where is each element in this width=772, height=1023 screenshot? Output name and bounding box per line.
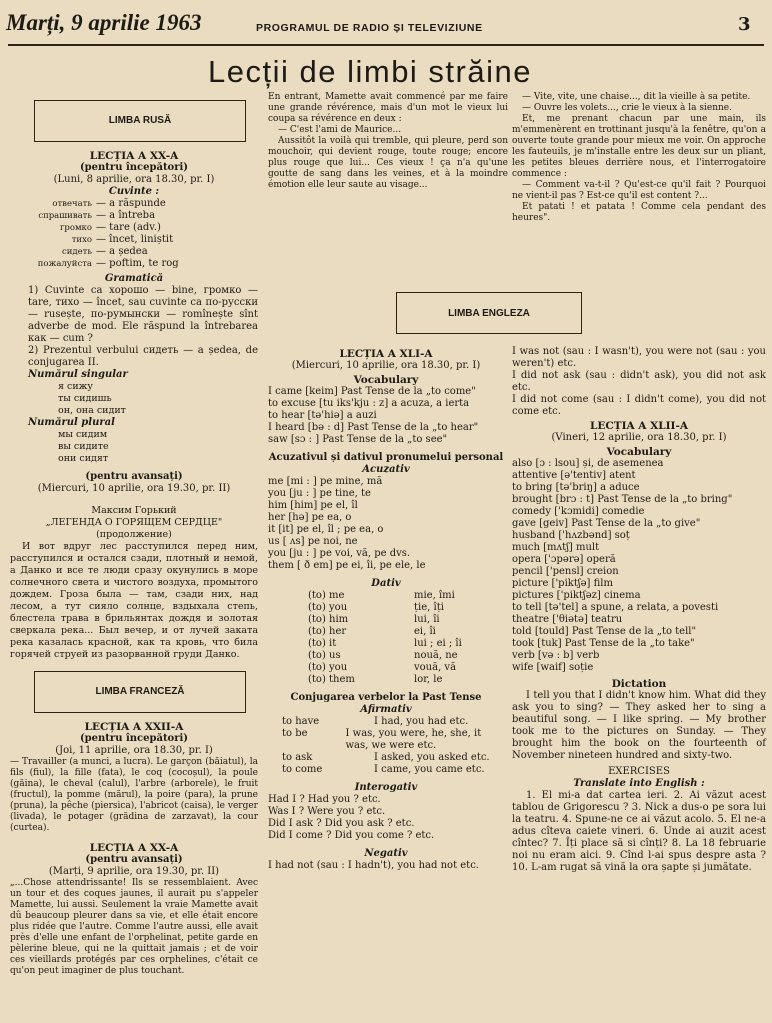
french-reading-para: Aussitôt la voilà qui tremble, qui pleure, perd son mouchoir, qui devient rouge, toute rouge; encore plus rouge que lui... Ces vieux ! ça n'a qu'une goutte de sang dans les veines, et à la moindre émotion elle leur saute au visage... (268, 136, 508, 190)
english-vocab2-heading: Vocabulary (606, 446, 672, 458)
section-box-russian: LIMBA RUSĂ (34, 100, 246, 142)
affirmative-heading: Afirmativ (360, 704, 412, 715)
accusative-line: it [it] pe el, îl ; pe ea, o (268, 524, 384, 535)
column-middle-top (268, 92, 508, 191)
vocab-item: pictures ['piktʃəz] cinema (512, 590, 641, 601)
vocab-item: much [mʌtʃ] mult (512, 542, 600, 553)
publication-name: PROGRAMUL DE RADIO ȘI TELEVIZIUNE (256, 22, 483, 34)
interrogative-heading: Interogativ (354, 782, 418, 793)
vocab-item: to tell [tə'tel] a spune, a relata, a povesti (512, 602, 719, 613)
french-reading-para: — Ouvre les volets..., crie le vieux à la sienne. (522, 103, 732, 113)
vocab-item: gave [geiv] Past Tense de la „to give" (512, 518, 701, 529)
page-number: 3 (738, 14, 751, 35)
issue-date: Marți, 9 aprilie 1963 (6, 10, 202, 35)
vocab-ru: пожалуйста (37, 259, 92, 269)
english-vocab-item: I heard [bə : d] Past Tense de la „to hear" (268, 422, 479, 433)
section-box-french: LIMBA FRANCEZĂ (34, 671, 246, 713)
dative-en: (to) you (308, 602, 348, 613)
french-reading-para: Et patati ! et patata ! Comme cela pendant des heures". (512, 202, 766, 223)
vocab-item: verb [və : b] verb (512, 650, 600, 661)
french-reading-para: En entrant, Mamette avait commencé par me faire une grande révérence, mais d'un mot le vieux lui coupa sa révérence en deux : (268, 92, 508, 124)
vocab-item: attentive [ə'tentiv] atent (512, 470, 636, 481)
french-reading-para: — C'est l'ami de Maurice... (278, 125, 402, 135)
dative-ro: lui ; ei ; îi (414, 638, 462, 649)
verb-forms: I was, you were, he, she, it was, we were etc. (345, 728, 482, 751)
story-subtitle: (продолжение) (96, 529, 172, 540)
vocab-item: to bring [tə'briŋ] a aduce (512, 482, 640, 493)
vocab-ru: тихо (71, 235, 92, 245)
verb-forms: I came, you came etc. (374, 764, 485, 775)
dative-ro: vouă, vă (414, 662, 457, 673)
english-vocab-heading: Vocabulary (353, 374, 419, 386)
english-vocab-item: I came [keim] Past Tense de la „to come" (268, 386, 476, 397)
negative-line: I did not ask (sau : didn't ask), you did not ask etc. (512, 370, 766, 393)
column-left (10, 100, 258, 976)
column-right-english (512, 346, 766, 874)
russian-advanced-schedule: (Miercuri, 10 aprilie, ora 19.30, pr. II) (37, 483, 231, 494)
english-vocab-item: saw [sɔ : ] Past Tense de la „to see" (268, 434, 448, 445)
dative-ro: nouă, ne (414, 650, 458, 661)
accusative-heading: Acuzativ (362, 464, 410, 475)
vocab-ru: отвечать (52, 199, 92, 209)
vocab-ro: — tare (adv.) (96, 222, 161, 233)
negative-line: I had not (sau : I hadn't), you had not etc. (268, 860, 479, 871)
vocab-item: brought [brɔ : t] Past Tense de la „to bring" (512, 494, 733, 505)
story-text: И вот вдруг лес расступился перед ним, расступился и остался сзади, плотный и немой, а Данко и все те люди сразу окунулись в море солнечного света и чистого воздуха, промытого дождем. Гроза была — там, сзади них, над лесом, а тут сияло солнце, вздыхала степь, блестела трава в брильянтах дождя и золотая сверкала река... Был вечер, и от лучей заката река казалась красной, как та кровь, что била горячей струей из разорванной груди Данко. (10, 541, 258, 660)
page-title: Lecții de limbi străine (208, 54, 532, 89)
english-vocab-item: to hear [tə'hiə] a auzi (268, 410, 377, 421)
french-vocab-text: — Travailler (a munci, a lucra). Le garçon (băiatul), la fils (fiul), la fille (fata), le coq (cocoșul), la poule (găina), le cheval (calul), l'arbre (arborele), le fruit (fructul), la pomme (mărul), la poire (para), la prune (pruna), la pêche (piersica), l'abricot (caisa), le verger (livada), le potager (grădina de zarzavat), la cour (curtea). (10, 757, 258, 833)
plural-form: они сидят (58, 453, 109, 464)
french-reading-para: — Comment va-t-il ? Qu'est-ce qu'il fait ? Pourquoi ne vient-il pas ? Est-ce qu'il est content ?... (512, 180, 766, 201)
vocab-item: pencil ['pensl] creion (512, 566, 619, 577)
french-reading-para: Et, me prenant chacun par une main, ils m'emmenèrent en trottinant jusqu'à la fenêtre, qu'on a ouverte toute grande pour mieux me voir. On approche les fauteuils, je m'installe entre les deux sur un pliant, les petites bleues derrière nous, et l'interrogatoire commence : (512, 114, 766, 179)
verb-infinitive: to ask (282, 752, 313, 763)
french-schedule: (Joi, 11 aprilie, ora 18.30, pr. I) (55, 745, 213, 756)
dative-en: (to) them (308, 674, 355, 685)
exercises-text: 1. El mi-a dat cartea ieri. 2. Ai văzut acest tablou de Grigorescu ? 3. Nick a dus-o pe sora lui la teatru. 4. Spune-ne ce ai văzut acolo. 5. El ne-a adus cîteva caiete vineri. 6. Unde ai auzit acest cîntec? 7. Îți place să si cînți? 8. La 18 februarie noi nu eram aici. 9. Cînd l-ai spus despre asta ? 10. L-am rugat să vină la ora șapte și jumătate. (512, 790, 766, 873)
french-lesson-title: LECȚIA A XXII-A (84, 721, 184, 733)
verb-infinitive: to come (282, 764, 323, 775)
vocab-item: wife [waif] soție (512, 662, 594, 673)
dative-ro: lor, le (414, 674, 443, 685)
section-box-english: LIMBA ENGLEZA (396, 292, 582, 334)
header-rule (8, 44, 764, 46)
accusative-line: her [hə] pe ea, o (268, 512, 352, 523)
story-title: „ЛЕГЕНДА О ГОРЯЩЕМ СЕРДЦЕ" (45, 517, 223, 528)
vocab-ru: сидеть (61, 247, 92, 257)
vocab-ru: громко (59, 223, 92, 233)
negative-line: I did not come (sau : I didn't come), you did not come etc. (512, 394, 766, 417)
french-lesson2-title: LECȚIA A XX-A (89, 842, 179, 854)
russian-grammar-1: 1) Cuvinte ca хорошо — bine, громко — tare, тихо — încet, sau cuvinte ca по-русски — rusește, по-румынски — romînește sînt adverbe de mod. Ele răspund la întrebarea как — cum ? (28, 285, 258, 344)
negative-heading: Negativ (364, 848, 408, 859)
dative-en: (to) him (308, 614, 349, 625)
dative-ro: lui, îi (414, 614, 440, 625)
dative-en: (to) me (308, 590, 345, 601)
vocab-ro: — a întreba (96, 210, 156, 221)
russian-schedule: (Luni, 8 aprilie, ora 18.30, pr. I) (53, 174, 215, 185)
vocab-item: comedy ['kɔmidi] comedie (512, 506, 645, 517)
dative-ro: ei, îi (414, 626, 436, 637)
negative-line: I was not (sau : I wasn't), you were not (sau : you weren't) etc. (512, 346, 766, 369)
vocab-ro: — a răspunde (96, 198, 166, 209)
vocab-item: husband ['hʌzbənd] soț (512, 530, 630, 541)
dictation-text: I tell you that I didn't know him. What did they ask you to sing? — They asked her to sing a beautiful song. — I like spring. — My brother took me to the pictures on Sunday. — They brought him the book on the fourteenth of November nineteen hundred and sixty-two. (512, 690, 766, 761)
vocab-ro: — încet, liniștit (96, 234, 174, 245)
exercises-heading: EXERCISES (608, 766, 670, 777)
vocab-item: told [tould] Past Tense de la „to tell" (512, 626, 697, 637)
english-lesson2-title: LECȚIA A XLII-A (590, 420, 688, 432)
dative-en: (to) you (308, 662, 348, 673)
singular-form: я сижу (58, 381, 93, 392)
vocab-item: took [tuk] Past Tense de la „to take" (512, 638, 695, 649)
english-schedule: (Miercuri, 10 aprilie, ora 18.30, pr. I) (291, 360, 481, 371)
french-reading-para: — Vite, vite, une chaise..., dit la vieille à sa petite. (522, 92, 751, 102)
french-reading-start: „...Chose attendrissante! Ils se ressemblaient. Avec un tour et des coques jaunes, il aurait pu s'appeler Mamette, lui aussi. Seulement la vraie Mamette avait dû beaucoup pleurer dans sa vie, et elle était encore plus ridée que l'autre. Comme l'autre aussi, elle avait près d'elle une enfant de l'orphelinat, petite garde en pèlerine bleue, qui ne la quittait jamais ; et de voir ces vieillards protégés par ces orphelines, c'était ce qu'on peut imaginer de plus touchant. (10, 878, 258, 976)
french-schedule2: (Marți, 9 aprilie, ora 19.30, pr. II) (48, 866, 220, 877)
russian-level: (pentru începători) (79, 162, 189, 173)
pronoun-heading: Acuzativul și dativul pronumelui personal (268, 452, 504, 463)
plural-form: мы сидим (58, 429, 108, 440)
plural-form: вы сидите (58, 441, 109, 452)
dative-en: (to) her (308, 626, 347, 637)
verb-forms: I asked, you asked etc. (374, 752, 490, 763)
accusative-line: them [ ð em] pe ei, îi, pe ele, le (268, 560, 426, 571)
vocab-ru: спрашивать (38, 211, 92, 221)
dative-ro: mie, îmi (414, 590, 455, 601)
dative-en: (to) us (308, 650, 341, 661)
interrogative-line: Had I ? Had you ? etc. (268, 794, 381, 805)
vocab-item: also [ɔ : lsou] și, de asemenea (512, 458, 664, 469)
column-right-top (512, 92, 766, 224)
accusative-line: him [him] pe el, îl (268, 500, 358, 511)
english-lesson-title: LECȚIA A XLI-A (339, 348, 433, 360)
dative-ro: ție, îți (414, 602, 444, 613)
vocab-item: theatre ['θiətə] teatru (512, 614, 623, 625)
accusative-line: you [ju : ] pe tine, te (268, 488, 371, 499)
dictation-heading: Dictation (611, 678, 667, 690)
dative-heading: Dativ (371, 578, 401, 589)
vocab-ro: — poftim, te rog (96, 258, 179, 269)
russian-advanced-level: (pentru avansați) (85, 471, 183, 482)
story-author: Максим Горький (91, 505, 177, 516)
dative-en: (to) it (308, 638, 337, 649)
interrogative-line: Did I ask ? Did you ask ? etc. (268, 818, 415, 829)
plural-heading: Numărul plural (28, 417, 115, 428)
singular-form: он, она сидит (58, 405, 126, 416)
accusative-line: me [mi : ] pe mine, mă (268, 476, 383, 487)
interrogative-line: Was I ? Were you ? etc. (268, 806, 386, 817)
vocab-item: opera ['ɔpərə] operă (512, 554, 616, 565)
french-level2: (pentru avansați) (85, 854, 183, 865)
verb-forms: I had, you had etc. (374, 716, 469, 727)
english-schedule2: (Vineri, 12 aprilie, ora 18.30, pr. I) (551, 432, 727, 443)
verb-infinitive: to be (282, 728, 308, 739)
singular-heading: Numărul singular (28, 369, 128, 380)
verb-infinitive: to have (282, 716, 320, 727)
accusative-line: us [ ʌs] pe noi, ne (268, 536, 358, 547)
russian-lesson-title: LECȚIA A XX-A (89, 150, 179, 162)
conjugation-heading: Conjugarea verbelor la Past Tense (290, 692, 482, 703)
column-middle-english (268, 346, 504, 872)
russian-grammar-2: 2) Prezentul verbului сидеть — a ședea, de conjugarea II. (28, 345, 258, 368)
interrogative-line: Did I come ? Did you come ? etc. (268, 830, 435, 841)
russian-vocab-heading: Cuvinte : (108, 186, 160, 197)
vocab-ro: — a ședea (96, 246, 148, 257)
accusative-line: you [ju : ] pe voi, vă, pe dvs. (268, 548, 411, 559)
english-vocab-item: to excuse [tu iks'kju : z] a acuza, a ierta (268, 398, 470, 409)
singular-form: ты сидишь (58, 393, 112, 404)
russian-grammar-heading: Gramatică (104, 273, 164, 284)
vocab-item: picture ['piktʃə] film (512, 578, 613, 589)
french-level: (pentru începători) (79, 733, 189, 744)
translate-heading: Translate into English : (573, 778, 705, 789)
